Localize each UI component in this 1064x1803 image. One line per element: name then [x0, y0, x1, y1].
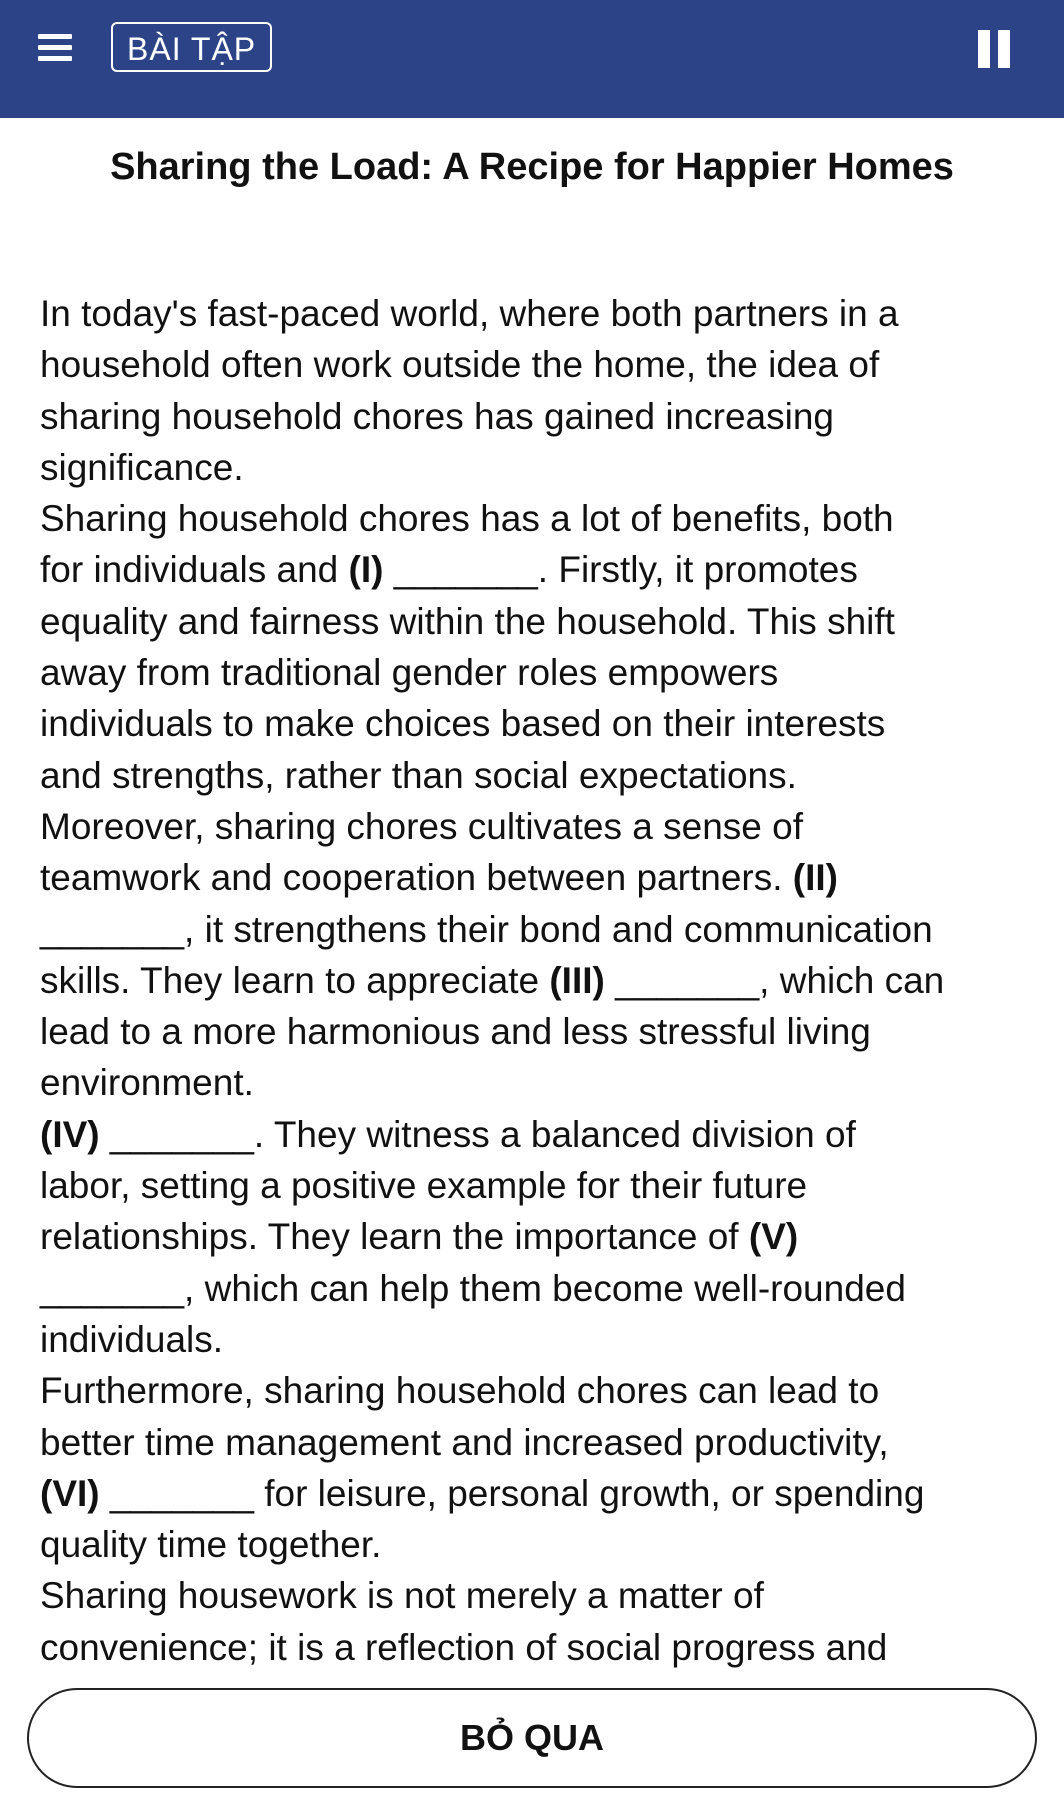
passage-line: better time management and increased productivity,: [40, 1421, 889, 1463]
passage-line: [40, 1468, 1040, 1519]
skip-button[interactable]: BỎ QUA: [27, 1688, 1037, 1788]
passage-line: individuals to make choices based on their interests: [40, 703, 886, 745]
reading-passage: [40, 288, 1040, 1673]
pause-icon[interactable]: [978, 30, 1012, 68]
passage-line: _______, it strengthens their bond and communication: [40, 908, 933, 950]
passage-text: relationships. They learn the importance of: [40, 1216, 749, 1258]
passage-line: [40, 852, 1040, 903]
passage-text: for individuals and: [40, 549, 349, 591]
passage-line: lead to a more harmonious and less stressful living: [40, 1011, 871, 1053]
reading-title: Sharing the Load: A Recipe for Happier Homes: [110, 146, 954, 188]
passage-line: significance.: [40, 446, 244, 488]
passage-line: away from traditional gender roles empowers: [40, 652, 779, 694]
passage-line: equality and fairness within the household. This shift: [40, 600, 895, 642]
passage-line: household often work outside the home, the idea of: [40, 344, 880, 386]
passage-line: labor, setting a positive example for their future: [40, 1165, 808, 1207]
passage-text: _______ for leisure, personal growth, or spending: [99, 1472, 925, 1514]
passage-line: Moreover, sharing chores cultivates a sense of: [40, 805, 803, 847]
passage-line: sharing household chores has gained increasing: [40, 395, 834, 437]
blank-label: (I): [348, 549, 384, 591]
blank-label: (VI): [40, 1472, 100, 1514]
hamburger-menu-icon[interactable]: [38, 34, 72, 62]
passage-line: [40, 544, 1040, 595]
header-title: BÀI TẬP: [111, 22, 272, 72]
passage-line: Sharing household chores has a lot of benefits, both: [40, 498, 894, 540]
passage-line: and strengths, rather than social expectations.: [40, 754, 797, 796]
passage-line: [40, 1211, 1040, 1262]
blank-label: (III): [549, 959, 605, 1001]
passage-text: skills. They learn to appreciate: [40, 959, 550, 1001]
passage-line: [40, 1109, 1040, 1160]
passage-line: [40, 955, 1040, 1006]
app-header: [0, 0, 1064, 118]
passage-line: environment.: [40, 1062, 254, 1104]
blank-label: (V): [748, 1216, 799, 1258]
passage-text: _______. They witness a balanced division of: [99, 1113, 856, 1155]
passage-line: Furthermore, sharing household chores can lead to: [40, 1370, 880, 1412]
reading-content: [0, 118, 1064, 1688]
passage-text: teamwork and cooperation between partners.: [40, 857, 793, 899]
passage-text: _______. Firstly, it promotes: [383, 549, 858, 591]
blank-label: (IV): [40, 1113, 100, 1155]
passage-line: Sharing housework is not merely a matter of: [40, 1575, 764, 1617]
passage-line: individuals.: [40, 1318, 224, 1360]
passage-line: _______, which can help them become well-rounded: [40, 1267, 906, 1309]
passage-line: quality time together.: [40, 1524, 382, 1566]
passage-line: In today's fast-paced world, where both partners in a: [40, 293, 899, 334]
blank-label: (II): [792, 857, 838, 899]
passage-line: convenience; it is a reflection of social progress and: [40, 1626, 888, 1668]
passage-text: _______, which can: [604, 959, 945, 1001]
